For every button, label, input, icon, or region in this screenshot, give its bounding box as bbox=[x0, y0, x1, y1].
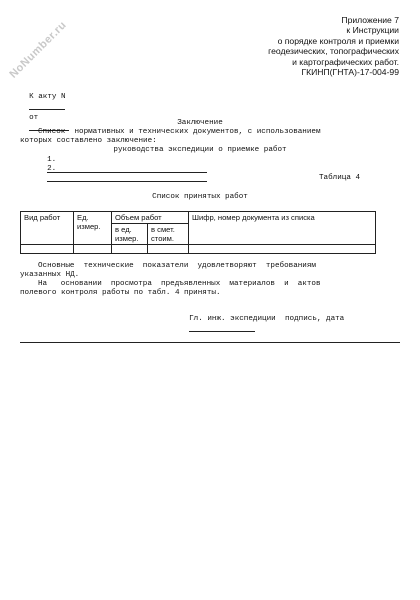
doc-item-field[interactable] bbox=[47, 174, 207, 182]
title-line: Заключение bbox=[177, 119, 223, 127]
col-vol-unit-line: измер. bbox=[115, 234, 139, 243]
conclusion-p1-line2: указанных НД. bbox=[20, 271, 80, 279]
table-cell[interactable] bbox=[21, 245, 74, 254]
col-unit-line: Ед. bbox=[77, 213, 89, 222]
doc-item-number: 2. bbox=[47, 165, 57, 173]
col-unit-line: измер. bbox=[77, 222, 101, 231]
signature-label: Гл. инж. экспедиции bbox=[189, 315, 276, 323]
conclusion-p2-line2: полевого контроля работы по табл. 4 приняты. bbox=[20, 289, 221, 297]
accepted-works-table bbox=[20, 211, 376, 254]
col-code-header: Шифр, номер документа из списка bbox=[189, 212, 376, 245]
table-cell[interactable] bbox=[74, 245, 112, 254]
table-label: Таблица 4 bbox=[318, 174, 360, 182]
table-cell[interactable] bbox=[148, 245, 189, 254]
signature-field[interactable] bbox=[189, 324, 255, 332]
table-header-row bbox=[21, 212, 376, 224]
docs-intro-line2: которых составлено заключение: bbox=[20, 137, 157, 145]
col-vol-unit-line: в ед. bbox=[115, 225, 132, 234]
header-line: ГКИНП(ГНТА)-17-004-99 bbox=[301, 67, 399, 78]
header-line: к Инструкции bbox=[346, 25, 399, 36]
watermark: NoNumber.ru bbox=[7, 19, 69, 81]
col-vol-cost-line: стоим. bbox=[151, 234, 174, 243]
table-cell[interactable] bbox=[112, 245, 148, 254]
table-title: Список принятых работ bbox=[152, 193, 248, 201]
header-line: геодезических, топографических bbox=[268, 46, 399, 57]
doc-item-2 bbox=[38, 156, 207, 186]
col-unit-header bbox=[74, 212, 112, 245]
act-date-label: от bbox=[29, 114, 39, 122]
table-cell[interactable] bbox=[189, 245, 376, 254]
col-vol-unit-header bbox=[112, 224, 148, 245]
header-line: и картографических работ. bbox=[292, 56, 399, 67]
header-line: о порядке контроля и приемки bbox=[277, 35, 399, 46]
conclusion-p2-line1: На основании просмотра предъявленных материалов и актов bbox=[38, 280, 321, 288]
bottom-divider bbox=[20, 342, 400, 343]
table-row bbox=[21, 245, 376, 254]
col-vol-cost-header bbox=[148, 224, 189, 245]
act-number-label: К акту N bbox=[29, 93, 66, 101]
subtitle-line: руководства экспедиции о приемке работ bbox=[113, 146, 287, 154]
col-type-header: Вид работ bbox=[21, 212, 74, 245]
header-line: Приложение 7 bbox=[341, 15, 399, 25]
doc-item-number: 1. bbox=[47, 156, 57, 164]
col-volume-header: Объем работ bbox=[112, 212, 189, 224]
col-vol-cost-line: в смет. bbox=[151, 225, 175, 234]
docs-intro-line1: Список нормативных и технических документов, с использованием bbox=[38, 128, 321, 136]
conclusion-p1-line1: Основные технические показатели удовлетворяют требованиям bbox=[38, 262, 316, 270]
signature-caption: подпись, дата bbox=[285, 315, 345, 323]
signature-line bbox=[180, 306, 276, 336]
appendix-header bbox=[229, 15, 399, 77]
